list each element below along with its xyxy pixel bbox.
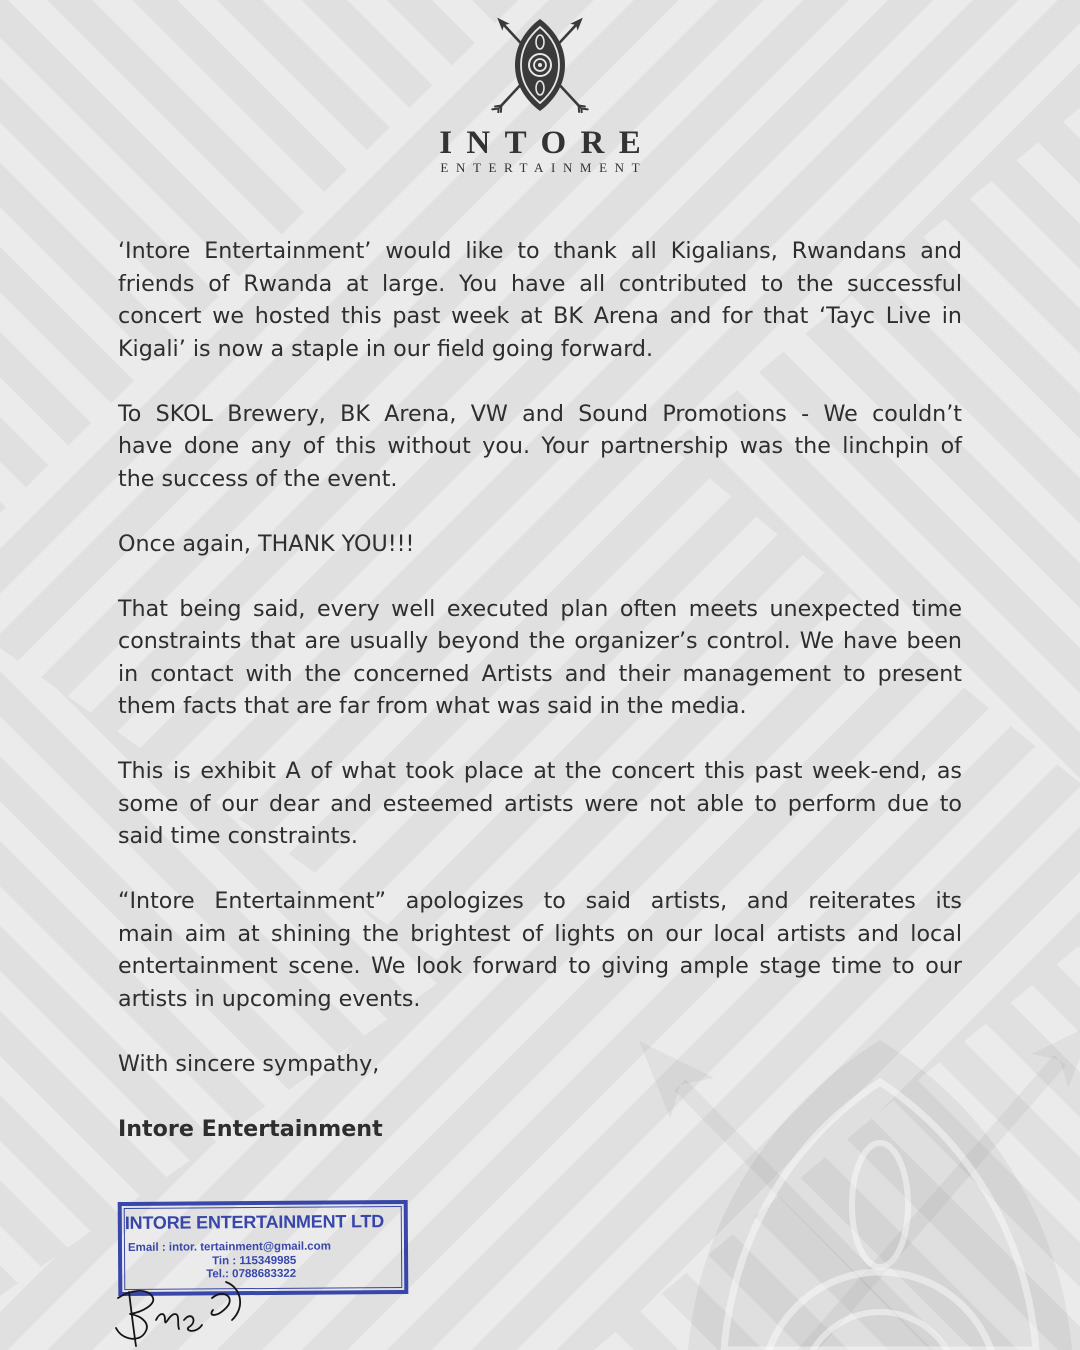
stamp-company-name: INTORE ENTERTAINMENT LTD bbox=[124, 1211, 385, 1233]
text-line: entertainment scene. We look forward to giving ample stage time to our bbox=[118, 953, 962, 979]
text-line: artists in upcoming events. bbox=[118, 985, 421, 1012]
text-line: Once again, THANK YOU!!! bbox=[118, 530, 415, 557]
closing-line: With sincere sympathy, bbox=[118, 1050, 380, 1077]
text-line: To SKOL Brewery, BK Arena, VW and Sound Promotions - We couldn’t bbox=[118, 400, 962, 427]
text-line: them facts that are far from what was said in the media. bbox=[118, 693, 747, 719]
shield-crossed-spears-icon bbox=[490, 17, 590, 113]
text-line: the success of the event. bbox=[118, 465, 398, 492]
text-line: “Intore Entertainment” apologizes to said artists, and reiterates its bbox=[118, 888, 962, 914]
logo-wordmark: INTORE bbox=[439, 125, 656, 161]
text-line: This is exhibit A of what took place at the concert this past week-end, as bbox=[118, 758, 962, 784]
logo-tagline: ENTERTAINMENT bbox=[440, 160, 648, 175]
stamp-email: Email : intor. tertainment@gmail.com bbox=[127, 1240, 331, 1254]
letter-body bbox=[118, 235, 962, 1145]
paragraph bbox=[118, 755, 962, 853]
paragraph bbox=[118, 593, 962, 723]
text-line: concert we hosted this past week at BK Arena and for that ‘Tayc Live in bbox=[118, 303, 962, 329]
handwritten-signature bbox=[112, 1268, 247, 1348]
paragraph bbox=[118, 528, 962, 561]
text-line: constraints that are usually beyond the organizer’s control. We have been bbox=[118, 628, 962, 654]
text-line: That being said, every well executed plan often meets unexpected time bbox=[118, 595, 962, 622]
paragraph bbox=[118, 885, 962, 1015]
text-line: Kigali’ is now a staple in our field going forward. bbox=[118, 335, 654, 362]
closing bbox=[118, 1048, 962, 1081]
text-line: said time constraints. bbox=[118, 823, 358, 849]
paragraph bbox=[118, 235, 962, 365]
text-line: main aim at shining the brightest of lights on our local artists and local bbox=[118, 920, 962, 947]
text-line: in contact with the concerned Artists and their management to present bbox=[118, 660, 962, 687]
text-line: some of our dear and esteemed artists were not able to perform due to bbox=[118, 790, 962, 817]
text-line: have done any of this without you. Your partnership was the linchpin of bbox=[118, 433, 962, 459]
text-line: ‘Intore Entertainment’ would like to thank all Kigalians, Rwandans and bbox=[118, 238, 962, 264]
stamp-tel: Tel.: 0788683322 bbox=[206, 1267, 297, 1281]
text-line: friends of Rwanda at large. You have all contributed to the successful bbox=[118, 270, 962, 297]
paragraph bbox=[118, 398, 962, 496]
signatory-name: Intore Entertainment bbox=[118, 1115, 383, 1142]
stamp-tin: Tin : 115349985 bbox=[212, 1254, 297, 1268]
